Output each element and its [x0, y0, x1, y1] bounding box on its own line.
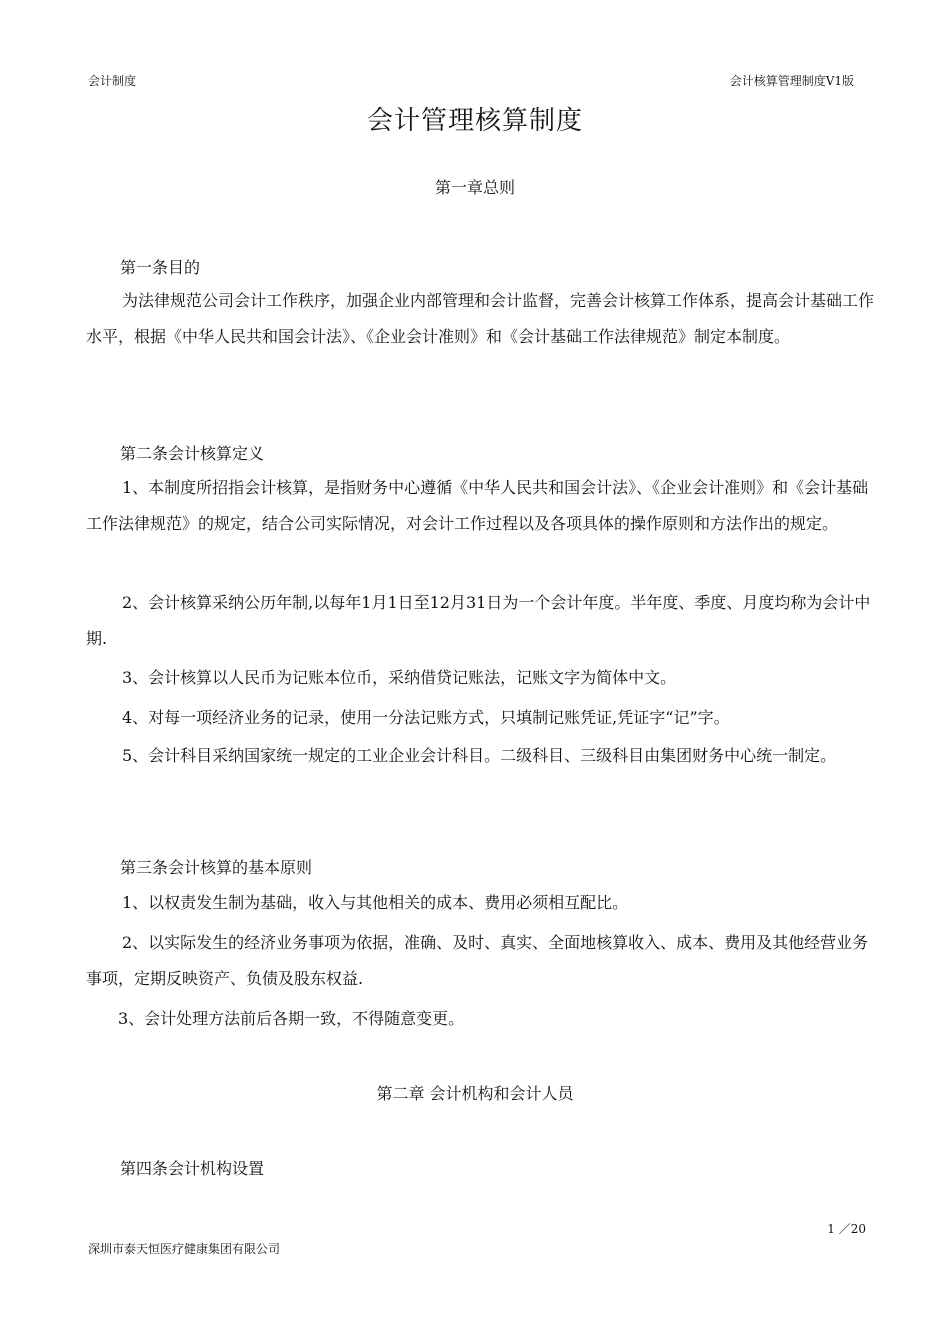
page-number: 1 ／20 [827, 1222, 866, 1236]
footer-company: 深圳市泰天恒医疗健康集团有限公司 [88, 1242, 281, 1256]
article-1-heading: 第一条目的 [120, 258, 201, 277]
article-4-heading: 第四条会计机构设置 [120, 1159, 265, 1178]
chapter-2-title: 第二章 会计机构和会计人员 [376, 1084, 574, 1103]
article-3-heading: 第三条会计核算的基本原则 [120, 858, 313, 877]
header-right: 会计核算管理制度V1版 [729, 74, 854, 88]
article-3-item-2: 2、以实际发生的经济业务事项为依据，准确、及时、真实、全面地核算收入、成本、费用及其他经营业务事项，定期反映资产、负债及股东权益. [86, 933, 869, 988]
article-2-item-2: 2、会计核算采纳公历年制,以每年1月1日至12月31日为一个会计年度。半年度、季度、月度均称为会计中期. [86, 593, 871, 648]
article-1-paragraph: 为法律规范公司会计工作秩序，加强企业内部管理和会计监督，完善会计核算工作体系，提高会计基础工作水平，根据《中华人民共和国会计法》、《企业会计准则》和《会计基础工作法律规范》制定本制度。 [86, 291, 875, 346]
article-2-item-4: 4、对每一项经济业务的记录，使用一分法记账方式，只填制记账凭证,凭证字“记”字。 [122, 708, 730, 727]
article-3-item-1: 1、以权责发生制为基础，收入与其他相关的成本、费用必须相互配比。 [122, 893, 629, 912]
article-2-item-5: 5、会计科目采纳国家统一规定的工业企业会计科目。二级科目、三级科目由集团财务中心统一制定。 [122, 746, 837, 765]
article-2-item-1: 1、本制度所招指会计核算，是指财务中心遵循《中华人民共和国会计法》、《企业会计准则》和《会计基础工作法律规范》的规定，结合公司实际情况，对会计工作过程以及各项具体的操作原则和方法作出的规定。 [86, 478, 869, 533]
article-2-heading: 第二条会计核算定义 [120, 444, 265, 463]
header-left: 会计制度 [88, 74, 137, 88]
article-3-item-3: 3、会计处理方法前后各期一致，不得随意变更。 [118, 1009, 465, 1028]
document-title: 会计管理核算制度 [366, 106, 583, 136]
article-2-item-3: 3、会计核算以人民币为记账本位币，采纳借贷记账法，记账文字为简体中文。 [122, 668, 677, 687]
chapter-1-title: 第一章总则 [434, 178, 515, 197]
